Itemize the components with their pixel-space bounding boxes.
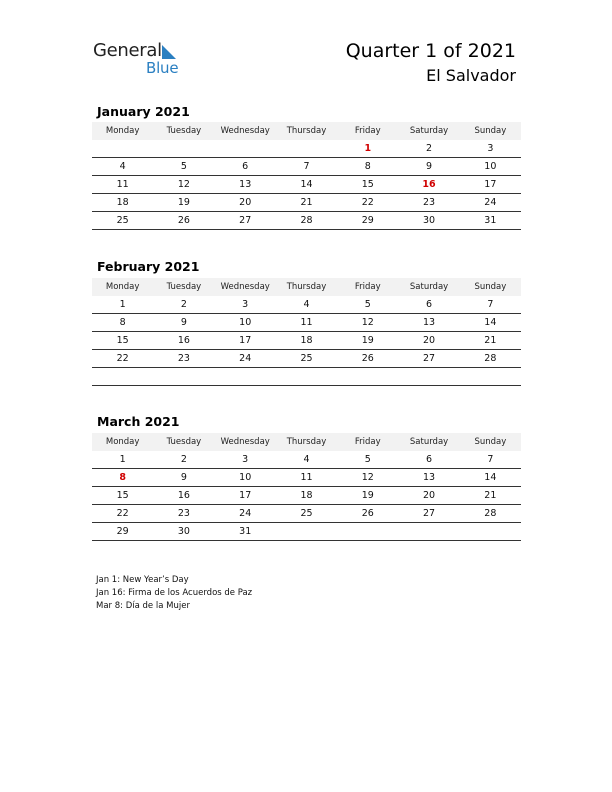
day-cell [153, 368, 214, 386]
day-cell: 10 [460, 158, 521, 176]
day-cell: 28 [460, 350, 521, 368]
day-cell: 11 [276, 469, 337, 487]
weekday-header: Wednesday [215, 122, 276, 140]
day-cell: 7 [276, 158, 337, 176]
day-cell: 25 [276, 350, 337, 368]
weekday-header: Thursday [276, 122, 337, 140]
week-row [92, 194, 521, 212]
logo-word-blue: Blue [146, 59, 179, 77]
day-cell: 12 [337, 314, 398, 332]
weekday-header: Wednesday [215, 278, 276, 296]
day-cell [153, 140, 214, 158]
day-cell: 4 [92, 158, 153, 176]
month-title-march: March 2021 [97, 414, 180, 429]
day-cell: 3 [460, 140, 521, 158]
week-row [92, 212, 521, 230]
day-cell: 26 [337, 505, 398, 523]
week-row [92, 140, 521, 158]
day-cell: 11 [276, 314, 337, 332]
weekday-header: Saturday [398, 278, 459, 296]
week-row [92, 451, 521, 469]
page-title: Quarter 1 of 2021 [345, 40, 516, 62]
weekday-header: Wednesday [215, 433, 276, 451]
holiday-note: Mar 8: Día de la Mujer [96, 601, 190, 611]
day-cell: 29 [337, 212, 398, 230]
day-cell: 10 [215, 314, 276, 332]
weekday-header: Sunday [460, 122, 521, 140]
day-cell: 16 [153, 332, 214, 350]
week-row [92, 350, 521, 368]
day-cell: 13 [398, 314, 459, 332]
day-cell [276, 140, 337, 158]
calendar-march [92, 433, 521, 541]
day-cell [215, 140, 276, 158]
day-cell: 9 [153, 314, 214, 332]
weekday-header: Friday [337, 433, 398, 451]
day-cell: 17 [215, 332, 276, 350]
day-cell [398, 523, 459, 541]
day-cell: 9 [398, 158, 459, 176]
day-cell: 27 [398, 350, 459, 368]
weekday-header: Monday [92, 122, 153, 140]
day-cell: 28 [276, 212, 337, 230]
week-row [92, 523, 521, 541]
day-cell [276, 368, 337, 386]
day-cell: 6 [215, 158, 276, 176]
weekday-header: Friday [337, 122, 398, 140]
day-cell: 17 [215, 487, 276, 505]
day-cell: 22 [92, 350, 153, 368]
month-title-january: January 2021 [97, 104, 190, 119]
weekday-header: Saturday [398, 433, 459, 451]
weekday-header: Tuesday [153, 433, 214, 451]
day-cell: 15 [337, 176, 398, 194]
day-cell: 27 [215, 212, 276, 230]
weekday-header: Tuesday [153, 278, 214, 296]
country-name: El Salvador [426, 66, 516, 85]
day-cell: 11 [92, 176, 153, 194]
day-cell: 16 [153, 487, 214, 505]
day-cell: 17 [460, 176, 521, 194]
day-cell [92, 140, 153, 158]
day-cell: 26 [153, 212, 214, 230]
day-cell: 6 [398, 451, 459, 469]
day-cell: 2 [153, 451, 214, 469]
day-cell [337, 368, 398, 386]
day-cell: 31 [215, 523, 276, 541]
day-cell: 19 [337, 487, 398, 505]
day-cell: 7 [460, 451, 521, 469]
day-cell: 4 [276, 296, 337, 314]
day-cell: 24 [215, 350, 276, 368]
logo-word-general: General [93, 40, 162, 61]
calendar-february [92, 278, 521, 386]
day-cell: 5 [337, 451, 398, 469]
day-cell: 12 [337, 469, 398, 487]
day-cell [460, 368, 521, 386]
day-cell: 4 [276, 451, 337, 469]
week-row [92, 505, 521, 523]
week-row [92, 158, 521, 176]
day-cell: 14 [460, 314, 521, 332]
day-cell: 23 [398, 194, 459, 212]
day-cell: 8 [92, 469, 153, 487]
day-cell: 24 [460, 194, 521, 212]
holiday-list [96, 574, 252, 613]
weekday-header: Thursday [276, 278, 337, 296]
day-cell: 30 [398, 212, 459, 230]
day-cell: 19 [337, 332, 398, 350]
day-cell: 25 [276, 505, 337, 523]
day-cell: 22 [92, 505, 153, 523]
weekday-header: Thursday [276, 433, 337, 451]
week-row [92, 176, 521, 194]
day-cell: 19 [153, 194, 214, 212]
weekday-header: Sunday [460, 433, 521, 451]
day-cell: 14 [460, 469, 521, 487]
week-row [92, 487, 521, 505]
day-cell: 30 [153, 523, 214, 541]
day-cell: 16 [398, 176, 459, 194]
day-cell: 14 [276, 176, 337, 194]
day-cell: 13 [215, 176, 276, 194]
day-cell: 6 [398, 296, 459, 314]
day-cell: 27 [398, 505, 459, 523]
generalblue-logo [93, 40, 193, 80]
weekday-header: Sunday [460, 278, 521, 296]
day-cell [337, 523, 398, 541]
day-cell: 29 [92, 523, 153, 541]
day-cell [215, 368, 276, 386]
day-cell: 23 [153, 505, 214, 523]
day-cell: 3 [215, 296, 276, 314]
day-cell: 5 [153, 158, 214, 176]
day-cell: 21 [460, 332, 521, 350]
day-cell: 23 [153, 350, 214, 368]
week-row [92, 314, 521, 332]
weekday-header: Friday [337, 278, 398, 296]
day-cell: 1 [92, 296, 153, 314]
day-cell: 1 [337, 140, 398, 158]
day-cell: 31 [460, 212, 521, 230]
weekday-header: Tuesday [153, 122, 214, 140]
weekday-header: Monday [92, 433, 153, 451]
week-row [92, 296, 521, 314]
month-title-february: February 2021 [97, 259, 200, 274]
day-cell: 21 [276, 194, 337, 212]
day-cell: 9 [153, 469, 214, 487]
day-cell: 20 [215, 194, 276, 212]
logo-flag-icon [162, 45, 176, 59]
day-cell [92, 368, 153, 386]
day-cell: 20 [398, 487, 459, 505]
day-cell: 10 [215, 469, 276, 487]
day-cell: 25 [92, 212, 153, 230]
day-cell: 13 [398, 469, 459, 487]
holiday-note: Jan 1: New Year’s Day [96, 575, 189, 585]
weekday-header: Saturday [398, 122, 459, 140]
day-cell: 8 [92, 314, 153, 332]
day-cell: 18 [276, 487, 337, 505]
day-cell: 15 [92, 487, 153, 505]
day-cell: 12 [153, 176, 214, 194]
day-cell: 21 [460, 487, 521, 505]
holiday-note: Jan 16: Firma de los Acuerdos de Paz [96, 588, 253, 598]
day-cell: 22 [337, 194, 398, 212]
calendar-january [92, 122, 521, 230]
day-cell: 18 [92, 194, 153, 212]
day-cell: 2 [398, 140, 459, 158]
week-row [92, 368, 521, 386]
day-cell: 15 [92, 332, 153, 350]
day-cell: 28 [460, 505, 521, 523]
day-cell: 5 [337, 296, 398, 314]
week-row [92, 469, 521, 487]
day-cell: 3 [215, 451, 276, 469]
day-cell: 24 [215, 505, 276, 523]
day-cell [276, 523, 337, 541]
day-cell [398, 368, 459, 386]
day-cell: 18 [276, 332, 337, 350]
day-cell: 20 [398, 332, 459, 350]
week-row [92, 332, 521, 350]
weekday-header: Monday [92, 278, 153, 296]
day-cell: 8 [337, 158, 398, 176]
day-cell: 1 [92, 451, 153, 469]
day-cell [460, 523, 521, 541]
day-cell: 2 [153, 296, 214, 314]
day-cell: 26 [337, 350, 398, 368]
day-cell: 7 [460, 296, 521, 314]
